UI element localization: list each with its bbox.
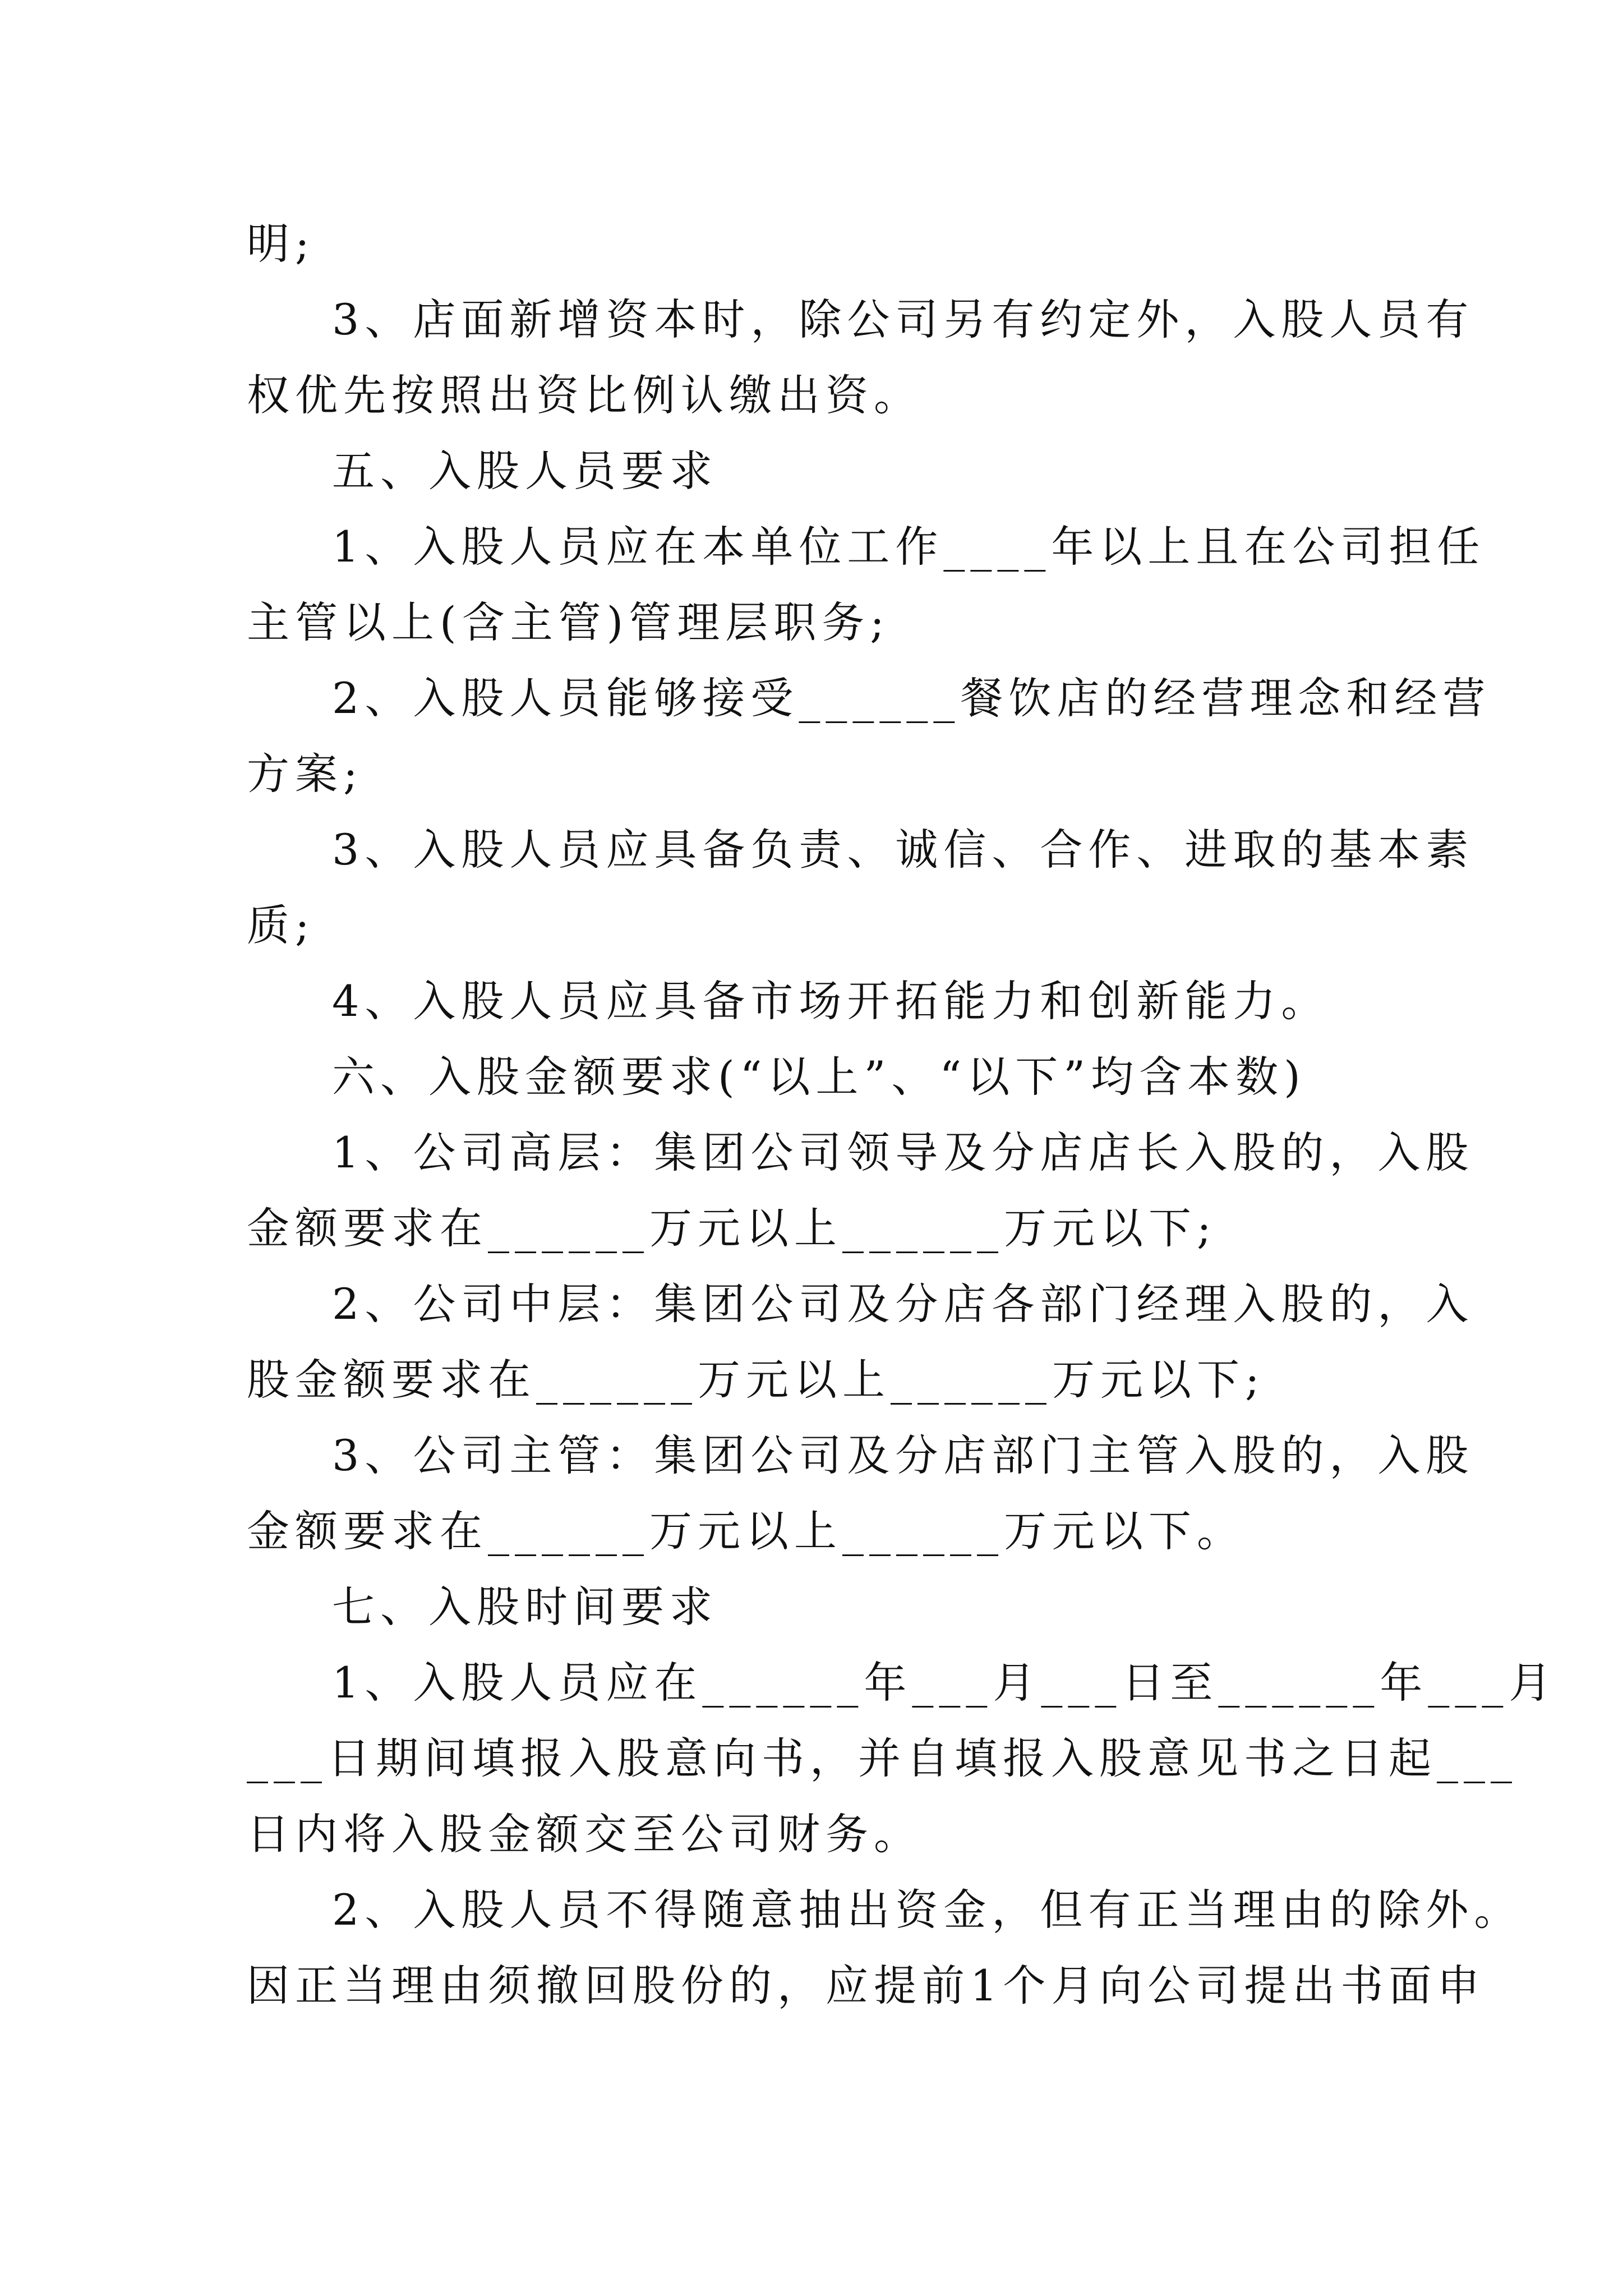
- text-line: 1、入股人员应在本单位工作____年以上且在公司担任: [332, 522, 1486, 572]
- text-line: 3、入股人员应具备负责、诚信、合作、进取的基本素: [332, 825, 1474, 875]
- text-line: 1、公司高层：集团公司领导及分店店长入股的，入股: [332, 1128, 1474, 1177]
- section-heading: 七、入股时间要求: [332, 1582, 718, 1632]
- text-line: 股金额要求在______万元以上______万元以下;: [247, 1355, 1265, 1405]
- text-line: 1、入股人员应在______年___月___日至______年___月: [332, 1658, 1557, 1708]
- text-line: 金额要求在______万元以上______万元以下。: [247, 1506, 1245, 1556]
- text-line: 3、公司主管：集团公司及分店部门主管入股的，入股: [332, 1430, 1474, 1480]
- text-line: 权优先按照出资比例认缴出资。: [247, 370, 922, 420]
- text-line: 日内将入股金额交至公司财务。: [247, 1809, 922, 1859]
- text-line: 2、入股人员不得随意抽出资金，但有正当理由的除外。: [332, 1885, 1523, 1935]
- section-heading: 六、入股金额要求(“以上”、“以下”均含本数): [332, 1052, 1306, 1102]
- text-line: 主管以上(含主管)管理层职务;: [247, 597, 890, 647]
- text-line: 4、入股人员应具备市场开拓能力和创新能力。: [332, 976, 1330, 1026]
- text-line: ___日期间填报入股意向书，并自填报入股意见书之日起___: [247, 1733, 1518, 1783]
- text-line: 2、入股人员能够接受______餐饮店的经营理念和经营: [332, 673, 1491, 723]
- text-line: 因正当理由须撤回股份的，应提前1个月向公司提出书面申: [247, 1961, 1486, 2010]
- text-line: 2、公司中层：集团公司及分店各部门经理入股的，入: [332, 1279, 1474, 1329]
- text-line: 方案;: [247, 749, 363, 799]
- section-heading: 五、入股人员要求: [332, 446, 718, 496]
- text-line: 质;: [247, 900, 315, 950]
- text-line: 明;: [247, 219, 315, 269]
- text-line: 金额要求在______万元以上______万元以下;: [247, 1203, 1217, 1253]
- text-line: 3、店面新增资本时，除公司另有约定外，入股人员有: [332, 295, 1474, 344]
